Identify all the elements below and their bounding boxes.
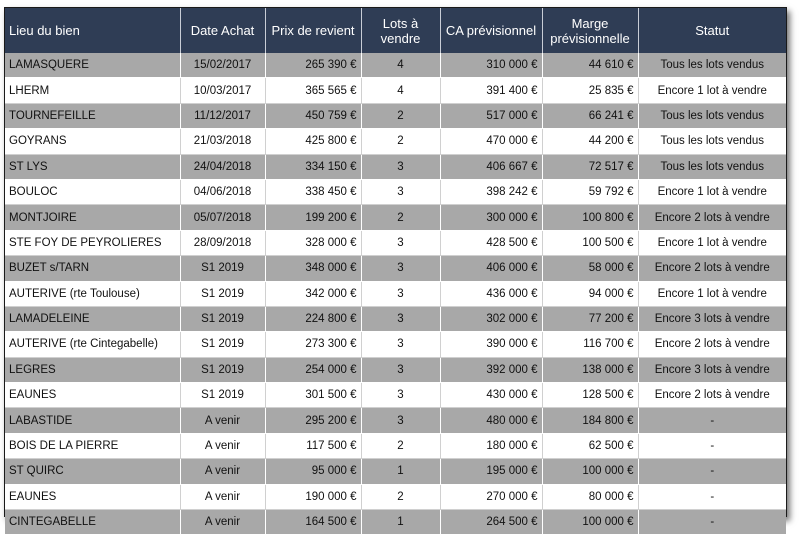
cell-ca-previsionnel: 470 000 €: [440, 129, 542, 154]
cell-date-achat: A venir: [180, 459, 265, 484]
cell-statut: Encore 1 lot à vendre: [638, 281, 786, 306]
cell-prix-de-revient: 301 500 €: [265, 383, 361, 408]
cell-lieu: AUTERIVE (rte Cintegabelle): [5, 332, 180, 357]
header-lots-a-vendre: Lots à vendre: [361, 8, 440, 53]
cell-statut: -: [638, 408, 786, 433]
cell-prix-de-revient: 190 000 €: [265, 484, 361, 509]
header-prix-de-revient: Prix de revient: [265, 8, 361, 53]
cell-marge-previsionnelle: 138 000 €: [542, 357, 638, 382]
cell-lieu: TOURNEFEILLE: [5, 103, 180, 128]
table-row: [5, 484, 786, 509]
cell-ca-previsionnel: 270 000 €: [440, 484, 542, 509]
table-row: [5, 256, 786, 281]
cell-ca-previsionnel: 436 000 €: [440, 281, 542, 306]
cell-statut: Encore 2 lots à vendre: [638, 256, 786, 281]
cell-statut: Encore 1 lot à vendre: [638, 78, 786, 103]
cell-lots-a-vendre: 3: [361, 154, 440, 179]
header-ca-previsionnel: CA prévisionnel: [440, 8, 542, 53]
header-row: [5, 8, 786, 53]
cell-date-achat: S1 2019: [180, 357, 265, 382]
cell-lots-a-vendre: 3: [361, 256, 440, 281]
table-row: [5, 281, 786, 306]
cell-ca-previsionnel: 195 000 €: [440, 459, 542, 484]
cell-prix-de-revient: 342 000 €: [265, 281, 361, 306]
table-row: [5, 53, 786, 78]
cell-marge-previsionnelle: 72 517 €: [542, 154, 638, 179]
header-statut: Statut: [638, 8, 786, 53]
table-header: [5, 8, 786, 53]
cell-prix-de-revient: 117 500 €: [265, 433, 361, 458]
cell-prix-de-revient: 199 200 €: [265, 205, 361, 230]
cell-date-achat: S1 2019: [180, 332, 265, 357]
cell-lieu: MONTJOIRE: [5, 205, 180, 230]
cell-date-achat: A venir: [180, 484, 265, 509]
table-body: [5, 53, 786, 535]
cell-lieu: BOULOC: [5, 179, 180, 204]
table-row: [5, 154, 786, 179]
cell-prix-de-revient: 273 300 €: [265, 332, 361, 357]
cell-date-achat: S1 2019: [180, 256, 265, 281]
cell-date-achat: 04/06/2018: [180, 179, 265, 204]
cell-lots-a-vendre: 3: [361, 306, 440, 331]
cell-statut: -: [638, 459, 786, 484]
cell-marge-previsionnelle: 128 500 €: [542, 383, 638, 408]
cell-lots-a-vendre: 3: [361, 357, 440, 382]
table-row: [5, 383, 786, 408]
table-row: [5, 129, 786, 154]
cell-lieu: LHERM: [5, 78, 180, 103]
cell-ca-previsionnel: 428 500 €: [440, 230, 542, 255]
cell-date-achat: 28/09/2018: [180, 230, 265, 255]
cell-date-achat: A venir: [180, 408, 265, 433]
cell-lieu: BUZET s/TARN: [5, 256, 180, 281]
header-date-achat: Date Achat: [180, 8, 265, 53]
cell-lots-a-vendre: 3: [361, 383, 440, 408]
cell-lieu: EAUNES: [5, 484, 180, 509]
cell-date-achat: 15/02/2017: [180, 53, 265, 78]
cell-lots-a-vendre: 3: [361, 332, 440, 357]
cell-statut: Encore 2 lots à vendre: [638, 205, 786, 230]
cell-lots-a-vendre: 3: [361, 230, 440, 255]
cell-ca-previsionnel: 398 242 €: [440, 179, 542, 204]
cell-marge-previsionnelle: 77 200 €: [542, 306, 638, 331]
cell-date-achat: S1 2019: [180, 383, 265, 408]
cell-lots-a-vendre: 2: [361, 205, 440, 230]
cell-marge-previsionnelle: 100 000 €: [542, 459, 638, 484]
cell-lots-a-vendre: 4: [361, 78, 440, 103]
cell-statut: -: [638, 484, 786, 509]
cell-lots-a-vendre: 2: [361, 484, 440, 509]
cell-marge-previsionnelle: 184 800 €: [542, 408, 638, 433]
cell-prix-de-revient: 265 390 €: [265, 53, 361, 78]
cell-marge-previsionnelle: 44 610 €: [542, 53, 638, 78]
cell-marge-previsionnelle: 62 500 €: [542, 433, 638, 458]
cell-lieu: LEGRES: [5, 357, 180, 382]
cell-date-achat: A venir: [180, 510, 265, 535]
cell-ca-previsionnel: 300 000 €: [440, 205, 542, 230]
cell-ca-previsionnel: 517 000 €: [440, 103, 542, 128]
cell-lots-a-vendre: 1: [361, 459, 440, 484]
cell-prix-de-revient: 348 000 €: [265, 256, 361, 281]
table-row: [5, 332, 786, 357]
cell-ca-previsionnel: 430 000 €: [440, 383, 542, 408]
cell-marge-previsionnelle: 80 000 €: [542, 484, 638, 509]
cell-statut: Encore 1 lot à vendre: [638, 179, 786, 204]
cell-prix-de-revient: 338 450 €: [265, 179, 361, 204]
cell-date-achat: 11/12/2017: [180, 103, 265, 128]
cell-ca-previsionnel: 391 400 €: [440, 78, 542, 103]
cell-lots-a-vendre: 4: [361, 53, 440, 78]
cell-lots-a-vendre: 2: [361, 103, 440, 128]
cell-ca-previsionnel: 406 667 €: [440, 154, 542, 179]
cell-date-achat: 21/03/2018: [180, 129, 265, 154]
cell-statut: Tous les lots vendus: [638, 53, 786, 78]
cell-lots-a-vendre: 2: [361, 129, 440, 154]
cell-lieu: LAMASQUERE: [5, 53, 180, 78]
cell-ca-previsionnel: 264 500 €: [440, 510, 542, 535]
cell-lots-a-vendre: 1: [361, 510, 440, 535]
cell-marge-previsionnelle: 100 500 €: [542, 230, 638, 255]
header-marge-previsionnelle: Marge prévisionnelle: [542, 8, 638, 53]
table-row: [5, 459, 786, 484]
cell-statut: Encore 1 lot à vendre: [638, 230, 786, 255]
cell-ca-previsionnel: 480 000 €: [440, 408, 542, 433]
table-row: [5, 103, 786, 128]
cell-date-achat: S1 2019: [180, 306, 265, 331]
cell-ca-previsionnel: 310 000 €: [440, 53, 542, 78]
cell-prix-de-revient: 365 565 €: [265, 78, 361, 103]
cell-prix-de-revient: 224 800 €: [265, 306, 361, 331]
cell-statut: Encore 3 lots à vendre: [638, 306, 786, 331]
cell-lieu: LAMADELEINE: [5, 306, 180, 331]
cell-date-achat: A venir: [180, 433, 265, 458]
cell-ca-previsionnel: 406 000 €: [440, 256, 542, 281]
cell-ca-previsionnel: 392 000 €: [440, 357, 542, 382]
cell-statut: Encore 3 lots à vendre: [638, 357, 786, 382]
cell-lieu: LABASTIDE: [5, 408, 180, 433]
cell-statut: Encore 2 lots à vendre: [638, 383, 786, 408]
table-row: [5, 510, 786, 535]
cell-lots-a-vendre: 2: [361, 433, 440, 458]
cell-prix-de-revient: 164 500 €: [265, 510, 361, 535]
table-row: [5, 179, 786, 204]
cell-marge-previsionnelle: 94 000 €: [542, 281, 638, 306]
cell-lieu: BOIS DE LA PIERRE: [5, 433, 180, 458]
table-row: [5, 408, 786, 433]
cell-marge-previsionnelle: 59 792 €: [542, 179, 638, 204]
table-row: [5, 205, 786, 230]
cell-statut: Tous les lots vendus: [638, 154, 786, 179]
cell-marge-previsionnelle: 116 700 €: [542, 332, 638, 357]
cell-lieu: STE FOY DE PEYROLIERES: [5, 230, 180, 255]
cell-marge-previsionnelle: 58 000 €: [542, 256, 638, 281]
cell-lots-a-vendre: 3: [361, 179, 440, 204]
table-row: [5, 306, 786, 331]
cell-lieu: GOYRANS: [5, 129, 180, 154]
cell-ca-previsionnel: 180 000 €: [440, 433, 542, 458]
property-table-frame: [4, 7, 787, 529]
cell-prix-de-revient: 334 150 €: [265, 154, 361, 179]
cell-prix-de-revient: 328 000 €: [265, 230, 361, 255]
cell-date-achat: 05/07/2018: [180, 205, 265, 230]
header-lieu: Lieu du bien: [5, 8, 180, 53]
cell-lieu: ST LYS: [5, 154, 180, 179]
cell-date-achat: S1 2019: [180, 281, 265, 306]
property-table: [5, 8, 786, 535]
cell-marge-previsionnelle: 100 800 €: [542, 205, 638, 230]
cell-marge-previsionnelle: 44 200 €: [542, 129, 638, 154]
cell-ca-previsionnel: 390 000 €: [440, 332, 542, 357]
cell-prix-de-revient: 295 200 €: [265, 408, 361, 433]
cell-date-achat: 24/04/2018: [180, 154, 265, 179]
cell-lots-a-vendre: 3: [361, 408, 440, 433]
cell-statut: -: [638, 433, 786, 458]
table-row: [5, 230, 786, 255]
cell-statut: Tous les lots vendus: [638, 129, 786, 154]
cell-marge-previsionnelle: 66 241 €: [542, 103, 638, 128]
cell-statut: Tous les lots vendus: [638, 103, 786, 128]
cell-lots-a-vendre: 3: [361, 281, 440, 306]
cell-lieu: EAUNES: [5, 383, 180, 408]
cell-prix-de-revient: 95 000 €: [265, 459, 361, 484]
cell-prix-de-revient: 254 000 €: [265, 357, 361, 382]
cell-lieu: AUTERIVE (rte Toulouse): [5, 281, 180, 306]
cell-statut: -: [638, 510, 786, 535]
cell-statut: Encore 2 lots à vendre: [638, 332, 786, 357]
table-row: [5, 433, 786, 458]
table-row: [5, 78, 786, 103]
cell-marge-previsionnelle: 100 000 €: [542, 510, 638, 535]
cell-prix-de-revient: 425 800 €: [265, 129, 361, 154]
cell-prix-de-revient: 450 759 €: [265, 103, 361, 128]
cell-lieu: ST QUIRC: [5, 459, 180, 484]
cell-ca-previsionnel: 302 000 €: [440, 306, 542, 331]
table-row: [5, 357, 786, 382]
cell-date-achat: 10/03/2017: [180, 78, 265, 103]
cell-marge-previsionnelle: 25 835 €: [542, 78, 638, 103]
cell-lieu: CINTEGABELLE: [5, 510, 180, 535]
